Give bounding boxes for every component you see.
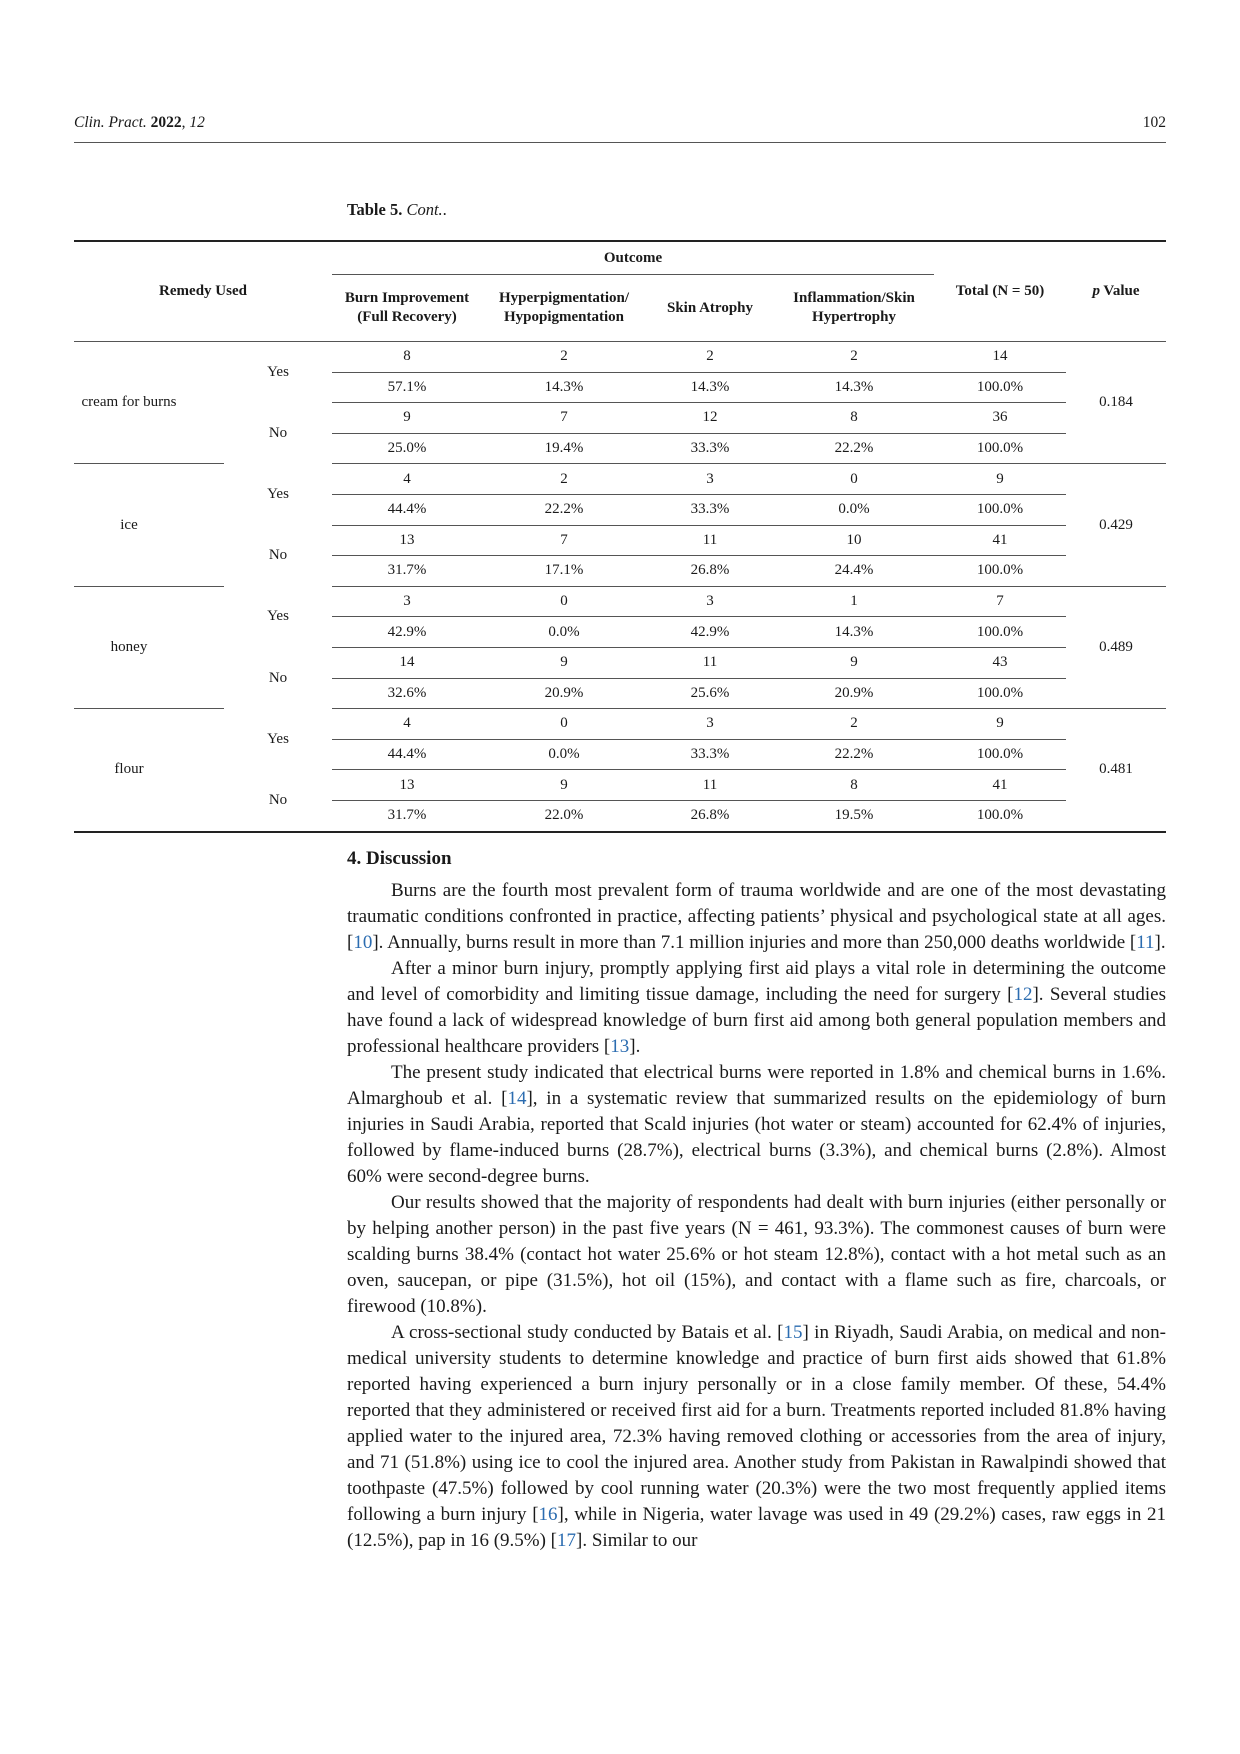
remedy-cell: flour	[74, 709, 224, 832]
paragraph-text: After a minor burn injury, promptly applying first aid plays a vital role in determining the outcome and level of comorbidity and limiting tissue damage, including the need for surgery [	[347, 958, 1166, 1005]
answer-cell: No	[268, 669, 288, 686]
count-cell: 2	[482, 342, 646, 373]
remedy-cell: ice	[74, 464, 224, 586]
percent-cell: 31.7%	[332, 800, 482, 831]
percent-cell: 14.3%	[774, 617, 934, 648]
results-table	[74, 240, 1166, 833]
percent-cell: 31.7%	[332, 556, 482, 587]
count-cell: 9	[482, 770, 646, 801]
citation-link[interactable]: 14	[507, 1088, 527, 1109]
discussion-section	[347, 848, 1166, 1554]
percent-cell: 33.3%	[646, 433, 774, 464]
paragraph-text: ] in Riyadh, Saudi Arabia, on medical and non-medical university students to determine knowledge and practice of burn first aids showed that 61.8% reported having experienced a burn injury personally or in a close family member. Of these, 54.4% reported that they administered or received first aid for a burn. Treatments reported included 81.8% having applied water to the injured area, 72.3% having removed clothing or accessories from the area of injury, and 71 (51.8%) using ice to cool the injured area. Another study from Pakistan in Rawalpindi showed that toothpaste (47.5%) followed by cool running water (20.3%) were the two most frequently applied items following a burn injury [	[347, 1322, 1167, 1525]
discussion-paragraph	[347, 1320, 1166, 1554]
percent-cell: 42.9%	[332, 617, 482, 648]
remedy-cell: cream for burns	[74, 342, 224, 464]
citation-link[interactable]: 17	[557, 1530, 577, 1551]
percent-cell: 14.3%	[774, 372, 934, 403]
count-cell: 41	[934, 525, 1066, 556]
paragraph-text: ]. Annually, burns result in more than 7.1 million injuries and more than 250,000 deaths worldwide [	[372, 932, 1137, 953]
table-body	[74, 342, 1166, 832]
hyperpigmentation-column-header: Hyperpigmentation/ Hypopigmentation	[482, 275, 646, 342]
count-cell: 0	[482, 586, 646, 617]
table-caption-text: Cont.	[406, 200, 443, 219]
paragraph-text: ].	[629, 1036, 641, 1057]
citation-link[interactable]: 11	[1136, 932, 1155, 953]
p-value-cell: 0.489	[1066, 586, 1166, 708]
answer-cell: Yes	[267, 485, 289, 502]
citation-link[interactable]: 13	[610, 1036, 630, 1057]
p-value-cell: 0.429	[1066, 464, 1166, 586]
answer-cell: No	[268, 547, 288, 564]
citation-link[interactable]: 10	[353, 932, 373, 953]
table-row	[74, 770, 1166, 801]
p-value-column-header: p Value	[1066, 241, 1166, 342]
percent-cell: 100.0%	[934, 494, 1066, 525]
table-caption-label: Table 5.	[347, 200, 403, 219]
paragraph-text: Our results showed that the majority of respondents had dealt with burn injuries (either personally or by helping another person) in the past five years (N = 461, 93.3%). The commonest causes of burn were scalding burns 38.4% (contact hot water 25.6% or hot steam 12.8%), contact with a hot metal such as an oven, saucepan, or pipe (31.5%), hot oil (15%), and contact with a flame such as fire, charcoals, or firewood (10.8%).	[347, 1192, 1166, 1317]
count-cell: 3	[646, 586, 774, 617]
journal-volume: 12	[189, 114, 205, 131]
percent-cell: 19.5%	[774, 800, 934, 831]
count-cell: 2	[774, 709, 934, 740]
count-cell: 1	[774, 586, 934, 617]
count-cell: 9	[332, 403, 482, 434]
percent-cell: 25.6%	[646, 678, 774, 709]
count-cell: 2	[482, 464, 646, 495]
discussion-paragraph	[347, 956, 1166, 1060]
citation-link[interactable]: 12	[1013, 984, 1033, 1005]
percent-cell: 20.9%	[774, 678, 934, 709]
count-cell: 7	[482, 525, 646, 556]
table-row	[74, 525, 1166, 556]
journal-name: Clin. Pract.	[74, 114, 147, 131]
percent-cell: 26.8%	[646, 800, 774, 831]
discussion-paragraph	[347, 1190, 1166, 1320]
table-row	[74, 709, 1166, 740]
count-cell: 11	[646, 525, 774, 556]
percent-cell: 100.0%	[934, 433, 1066, 464]
percent-cell: 42.9%	[646, 617, 774, 648]
percent-cell: 100.0%	[934, 678, 1066, 709]
outcome-group-header: Outcome	[332, 241, 934, 275]
p-value-cell: 0.184	[1066, 342, 1166, 464]
percent-cell: 19.4%	[482, 433, 646, 464]
discussion-body	[347, 878, 1166, 1554]
answer-cell: No	[268, 424, 288, 441]
count-cell: 0	[774, 464, 934, 495]
skin-atrophy-column-header: Skin Atrophy	[646, 275, 774, 342]
count-cell: 36	[934, 403, 1066, 434]
table-row	[74, 647, 1166, 678]
discussion-heading: 4. Discussion	[347, 848, 452, 869]
table-row	[74, 586, 1166, 617]
remedy-cell: honey	[74, 586, 224, 708]
count-cell: 2	[774, 342, 934, 373]
discussion-paragraph	[347, 1060, 1166, 1190]
count-cell: 3	[332, 586, 482, 617]
percent-cell: 100.0%	[934, 556, 1066, 587]
count-cell: 13	[332, 770, 482, 801]
journal-year: 2022	[150, 114, 182, 131]
count-cell: 8	[774, 403, 934, 434]
answer-cell: Yes	[267, 608, 289, 625]
remedy-column-header: Remedy Used	[74, 241, 332, 342]
percent-cell: 100.0%	[934, 617, 1066, 648]
citation-link[interactable]: 15	[783, 1322, 803, 1343]
table-row	[74, 403, 1166, 434]
percent-cell: 14.3%	[646, 372, 774, 403]
percent-cell: 0.0%	[482, 617, 646, 648]
percent-cell: 57.1%	[332, 372, 482, 403]
paragraph-text: ], in a systematic review that summarized results on the epidemiology of burn injuries in Saudi Arabia, reported that Scald injuries (hot water or steam) accounted for 62.4% of injuries, followed by flame-induced burns (28.7%), electrical burns (3.3%), and chemical burns (2.8%). Almost 60% were second-degree burns.	[347, 1088, 1166, 1187]
percent-cell: 0.0%	[482, 739, 646, 770]
count-cell: 7	[482, 403, 646, 434]
count-cell: 3	[646, 709, 774, 740]
percent-cell: 100.0%	[934, 372, 1066, 403]
count-cell: 12	[646, 403, 774, 434]
count-cell: 4	[332, 709, 482, 740]
count-cell: 10	[774, 525, 934, 556]
percent-cell: 100.0%	[934, 739, 1066, 770]
paragraph-text: Burns are the fourth most prevalent form of trauma worldwide and are one of the most devastating traumatic conditions confronted in practice, affecting patients’ physical and psychological state at all ages. [	[347, 880, 1166, 953]
percent-cell: 44.4%	[332, 494, 482, 525]
percent-cell: 22.2%	[774, 433, 934, 464]
percent-cell: 22.0%	[482, 800, 646, 831]
count-cell: 41	[934, 770, 1066, 801]
total-column-header: Total (N = 50)	[934, 241, 1066, 342]
burn-improvement-column-header: Burn Improvement (Full Recovery)	[332, 275, 482, 342]
count-cell: 3	[646, 464, 774, 495]
percent-cell: 33.3%	[646, 739, 774, 770]
count-cell: 9	[774, 647, 934, 678]
inflammation-column-header: Inflammation/Skin Hypertrophy	[774, 275, 934, 342]
percent-cell: 22.2%	[774, 739, 934, 770]
percent-cell: 20.9%	[482, 678, 646, 709]
count-cell: 0	[482, 709, 646, 740]
count-cell: 13	[332, 525, 482, 556]
count-cell: 4	[332, 464, 482, 495]
page-header: Clin. Pract. 2022, 12 102	[74, 114, 1166, 143]
count-cell: 8	[332, 342, 482, 373]
percent-cell: 32.6%	[332, 678, 482, 709]
percent-cell: 33.3%	[646, 494, 774, 525]
count-cell: 7	[934, 586, 1066, 617]
count-cell: 9	[934, 464, 1066, 495]
table-row	[74, 464, 1166, 495]
citation-link[interactable]: 16	[538, 1504, 558, 1525]
percent-cell: 100.0%	[934, 800, 1066, 831]
percent-cell: 17.1%	[482, 556, 646, 587]
page-number: 102	[1142, 114, 1166, 131]
answer-cell: Yes	[267, 730, 289, 747]
discussion-paragraph	[347, 878, 1166, 956]
percent-cell: 25.0%	[332, 433, 482, 464]
count-cell: 9	[934, 709, 1066, 740]
paragraph-text: The present study indicated that electrical burns were reported in 1.8% and chemical burns in 1.6%. Almarghoub et al. [	[347, 1062, 1166, 1109]
count-cell: 14	[934, 342, 1066, 373]
answer-cell: Yes	[267, 363, 289, 380]
percent-cell: 0.0%	[774, 494, 934, 525]
percent-cell: 24.4%	[774, 556, 934, 587]
answer-cell: No	[224, 770, 332, 832]
percent-cell: 22.2%	[482, 494, 646, 525]
table-caption: Table 5. Cont..	[347, 200, 447, 219]
percent-cell: 14.3%	[482, 372, 646, 403]
percent-cell: 44.4%	[332, 739, 482, 770]
paragraph-text: A cross-sectional study conducted by Batais et al. [	[391, 1322, 784, 1343]
paragraph-text: ], while in Nigeria, water lavage was used in 49 (29.2%) cases, raw eggs in 21 (12.5%), pap in 16 (9.5%) [	[347, 1504, 1166, 1551]
table-row	[74, 342, 1166, 373]
count-cell: 9	[482, 647, 646, 678]
p-value-cell: 0.481	[1066, 709, 1166, 832]
count-cell: 2	[646, 342, 774, 373]
count-cell: 11	[646, 647, 774, 678]
paragraph-text: ].	[1154, 932, 1166, 953]
paragraph-text: ]. Similar to our	[576, 1530, 698, 1551]
count-cell: 8	[774, 770, 934, 801]
paragraph-text: ]. Several studies have found a lack of widespread knowledge of burn first aid among both general population members and professional healthcare providers [	[347, 984, 1167, 1057]
count-cell: 43	[934, 647, 1066, 678]
count-cell: 11	[646, 770, 774, 801]
percent-cell: 26.8%	[646, 556, 774, 587]
count-cell: 14	[332, 647, 482, 678]
